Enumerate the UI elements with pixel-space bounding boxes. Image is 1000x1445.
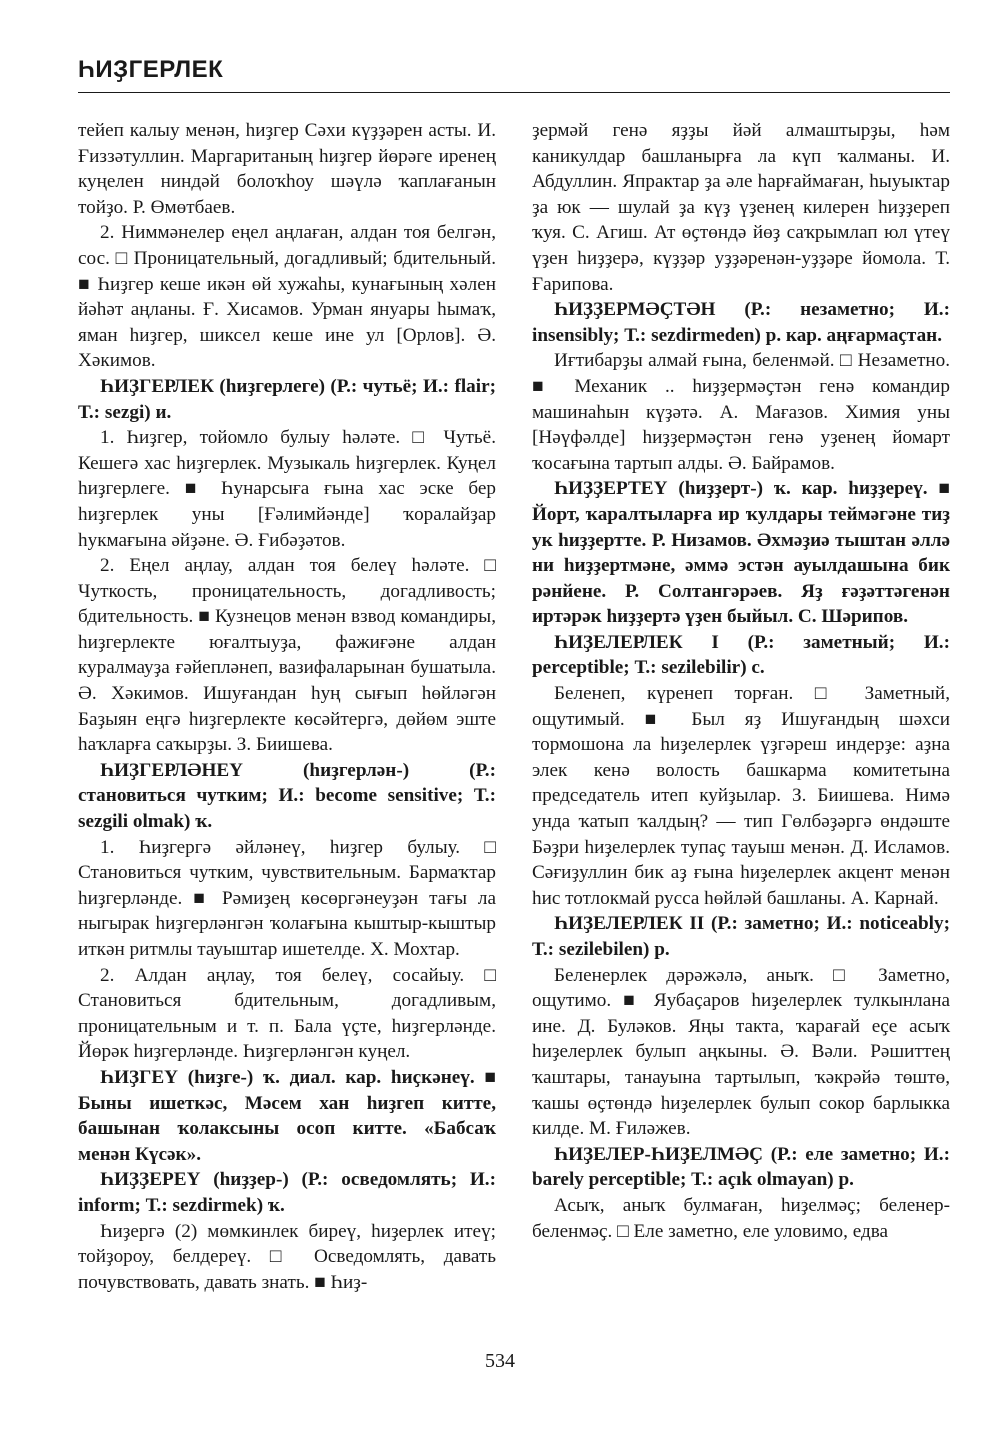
entry-paragraph: Һиҙергә (2) мөмкинлек биреү, һиҙерлек итеү; тойҙороу, белдереү. □ Осведомлять, давать почувствовать, давать знать. ■ Һиҙ-: [78, 1220, 496, 1293]
running-head: ҺИҘГЕРЛЕК: [78, 56, 224, 83]
entry-paragraph: тейеп калыу менән, һиҙгер Сәхи күҙҙәрен асты. И. Ғиззәтуллин. Маргаританың һиҙгер йөрәге иренең куңелен ниндәй болоҡһоу шәүлә ҡаплағанын тойҙо. Р. Өмөтбаев.: [78, 120, 496, 218]
entry-paragraph: ҙермәй генә яҙҙы йәй алмаштырҙы, һәм каникулдар башланырға ла күп ҡалманы. И. Абдуллин. Япрактар ҙа әле һарғаймаған, һыуыктар ҙа юк — шулай ҙа күҙ үҙенең килерен һиҙҙереп ҡуя. С. Агиш. Ат өҫтөндә йөҙ саҡрымлап юл үтеү үҙен һиҙҙерә, күҙҙәр уҙҙәренән-уҙҙәре йомола. Т. Ғарипова.: [532, 120, 950, 295]
entry-paragraph: Асыҡ, аныҡ булмаған, һиҙелмәҫ; беленер-беленмәҫ. □ Еле заметно, еле уловимо, едва: [532, 1194, 950, 1242]
headword-entry: ҺИҘЕЛЕРЛЕК II (Р.: заметно; И.: noticeably; Т.: sezilebilen) р.: [532, 913, 950, 960]
headword-entry: ҺИҘҘЕРТЕҮ (һиҙҙерт-) ҡ. кар. һиҙҙереү. ■ Йорт, ҡаралтыларға ир ҡулдары теймәгәне тиҙ ук һиҙҙертте. Р. Низамов. Әхмәҙиә тыштан әллә ни һиҙҙертмәне, әммә эстән ауылдашына бик рәнйене. Р. Солтангәрәев. Яҙ ғәҙәттәгенән иртәрәк һиҙҙертә үҙен быйыл. С. Шәрипов.: [532, 478, 950, 628]
entry-paragraph: Беленерлек дәрәжәлә, аныҡ. □ Заметно, ощутимо. ■ Яубаҫаров һиҙелерлек тулкынлана ине. Д. Буләков. Яңы такта, ҡарағай еҫе асыҡ һиҙелерлек булып аңкыны. Ә. Вәли. Рәшиттең ҡаштары, танауына тартылып, ҡәкрәйә төштө, ҡашы өҫтөндә һиҙелерлек булып сокор барлыкка килде. М. Ғиләжев.: [532, 964, 950, 1140]
left-column: [78, 118, 496, 1295]
entry-paragraph: 2. Еңел аңлау, алдан тоя белеү һәләте. □ Чуткость, проницательность, догадливость; бдительность. ■ Кузнецов менән взвод командиры, һиҙгерлекте юғалтыуҙа, фажиғәне алдан куралмауҙа ғәйепләнеп, вазифаларынан бушатыла. Ә. Хәкимов. Ишуғандан һуң сығып һөйләгән Баҙыян еңгә һиҙгерлекте көсәйтергә, дөйөм эште һаҡларға саҡырҙы. З. Биишева.: [78, 555, 496, 756]
entry-paragraph: Иғтибарҙы алмай ғына, беленмәй. □ Незаметно. ■ Механик .. һиҙҙермәҫтән генә командир машинаһын күҙәтә. А. Мағазов. Химия уны [Нәүфәлде] һиҙҙермәҫтән генә уҙенең йомарт ҡосағына тартып алды. Ә. Байрамов.: [532, 350, 950, 474]
headword-entry: ҺИҘГЕРЛӘНЕҮ (һиҙгерлән-) (Р.: становиться чутким; И.: become sensitive; Т.: sezgili olmak) ҡ.: [78, 759, 496, 833]
headword-entry: ҺИҘҘЕРЕҮ (һиҙҙер-) (Р.: осведомлять; И.: inform; Т.: sezdirmek) ҡ.: [78, 1169, 496, 1216]
entry-paragraph: Беленеп, күренеп торған. □ Заметный, ощутимый. ■ Был яҙ Ишуғандың шәхси тормошона ла һиҙелерлек үҙгәреш индерҙе: аҙна элек кенә волость башкарма комитетына председатель итеп куйҙылар. З. Биишева. Нимә унда ҡатып ҡалдың? — тип Гөлбәҙәргә өндәште Бәҙри һиҙелерлек тупаҫ тауыш менән. Д. Исламов. Сәғиҙуллин бик аҙ ғына һиҙелерлек акцент менән һис тотлокмай русса һөйләй башланы. А. Карнай.: [532, 683, 950, 909]
headword-entry: ҺИҘГЕРЛЕК (һиҙгерлеге) (Р.: чутьё; И.: flair; Т.: sezgi) и.: [78, 375, 496, 423]
right-column: [532, 118, 950, 1244]
header-rule: [78, 92, 950, 93]
headword-entry: ҺИҘЕЛЕР-ҺИҘЕЛМӘҪ (Р.: еле заметно; И.: barely perceptible; Т.: açık olmayan) р.: [532, 1143, 950, 1191]
page-number: 534: [485, 1350, 515, 1372]
headword-entry: ҺИҘЕЛЕРЛЕК I (Р.: заметный; И.: perceptible; Т.: sezilebilir) с.: [532, 631, 950, 679]
entry-paragraph: 1. Һиҙгер, тойомло булыу һәләте. □ Чутьё. Кешегә хас һиҙгерлек. Музыкаль һиҙгерлек. Куңел һиҙгерлеге. ■ Һунарсыға ғына хас эске бер һиҙгерлек уны [Ғәлимйәнде] ҡоралайҙар һукмағына әйҙәне. Ә. Ғибәҙәтов.: [78, 427, 496, 551]
entry-paragraph: 1. Һиҙгергә әйләнеү, һиҙгер булыу. □ Становиться чутким, чувствительным. Бармаҡтар һиҙгерләнде. ■ Рәмиҙең көсөргәнеуҙән тағы ла ныгырак һиҙгерләнгән ҡолағына кыштыр-кыштыр иткән ритмлы тауыштар ишетелде. Х. Мохтар.: [78, 836, 496, 960]
entry-paragraph: 2. Ниммәнелер еңел аңлаған, алдан тоя белгән, сос. □ Проницательный, догадливый; бдительный. ■ Һиҙгер кеше икән өй хужаһы, кунағының хәлен йәһәт аңланы. Ғ. Хисамов. Урман януары һымаҡ, яман һиҙгер, шиксел кеше ине ул [Орлов]. Ә. Хәкимов.: [78, 222, 496, 372]
entry-paragraph: 2. Алдан аңлау, тоя белеү, сосайыу. □ Становиться бдительным, догадливым, проницательным и т. п. Бала үҫте, һиҙгерләнде. Йөрәк һиҙгерләнде. Һиҙгерләнгән куңел.: [78, 964, 496, 1063]
headword-entry: ҺИҘГЕҮ (һиҙге-) ҡ. диал. кар. һиҫкәнеү. ■ Быны ишеткәс, Мәсем хан һиҙгеп китте, башынан ҡолаксыны осоп китте. «Бабсаҡ менән Күсәк».: [78, 1066, 496, 1165]
headword-entry: ҺИҘҘЕРМӘҪТӘН (Р.: незаметно; И.: insensibly; Т.: sezdirmeden) р. кар. аңғармаҫтан.: [532, 299, 950, 346]
